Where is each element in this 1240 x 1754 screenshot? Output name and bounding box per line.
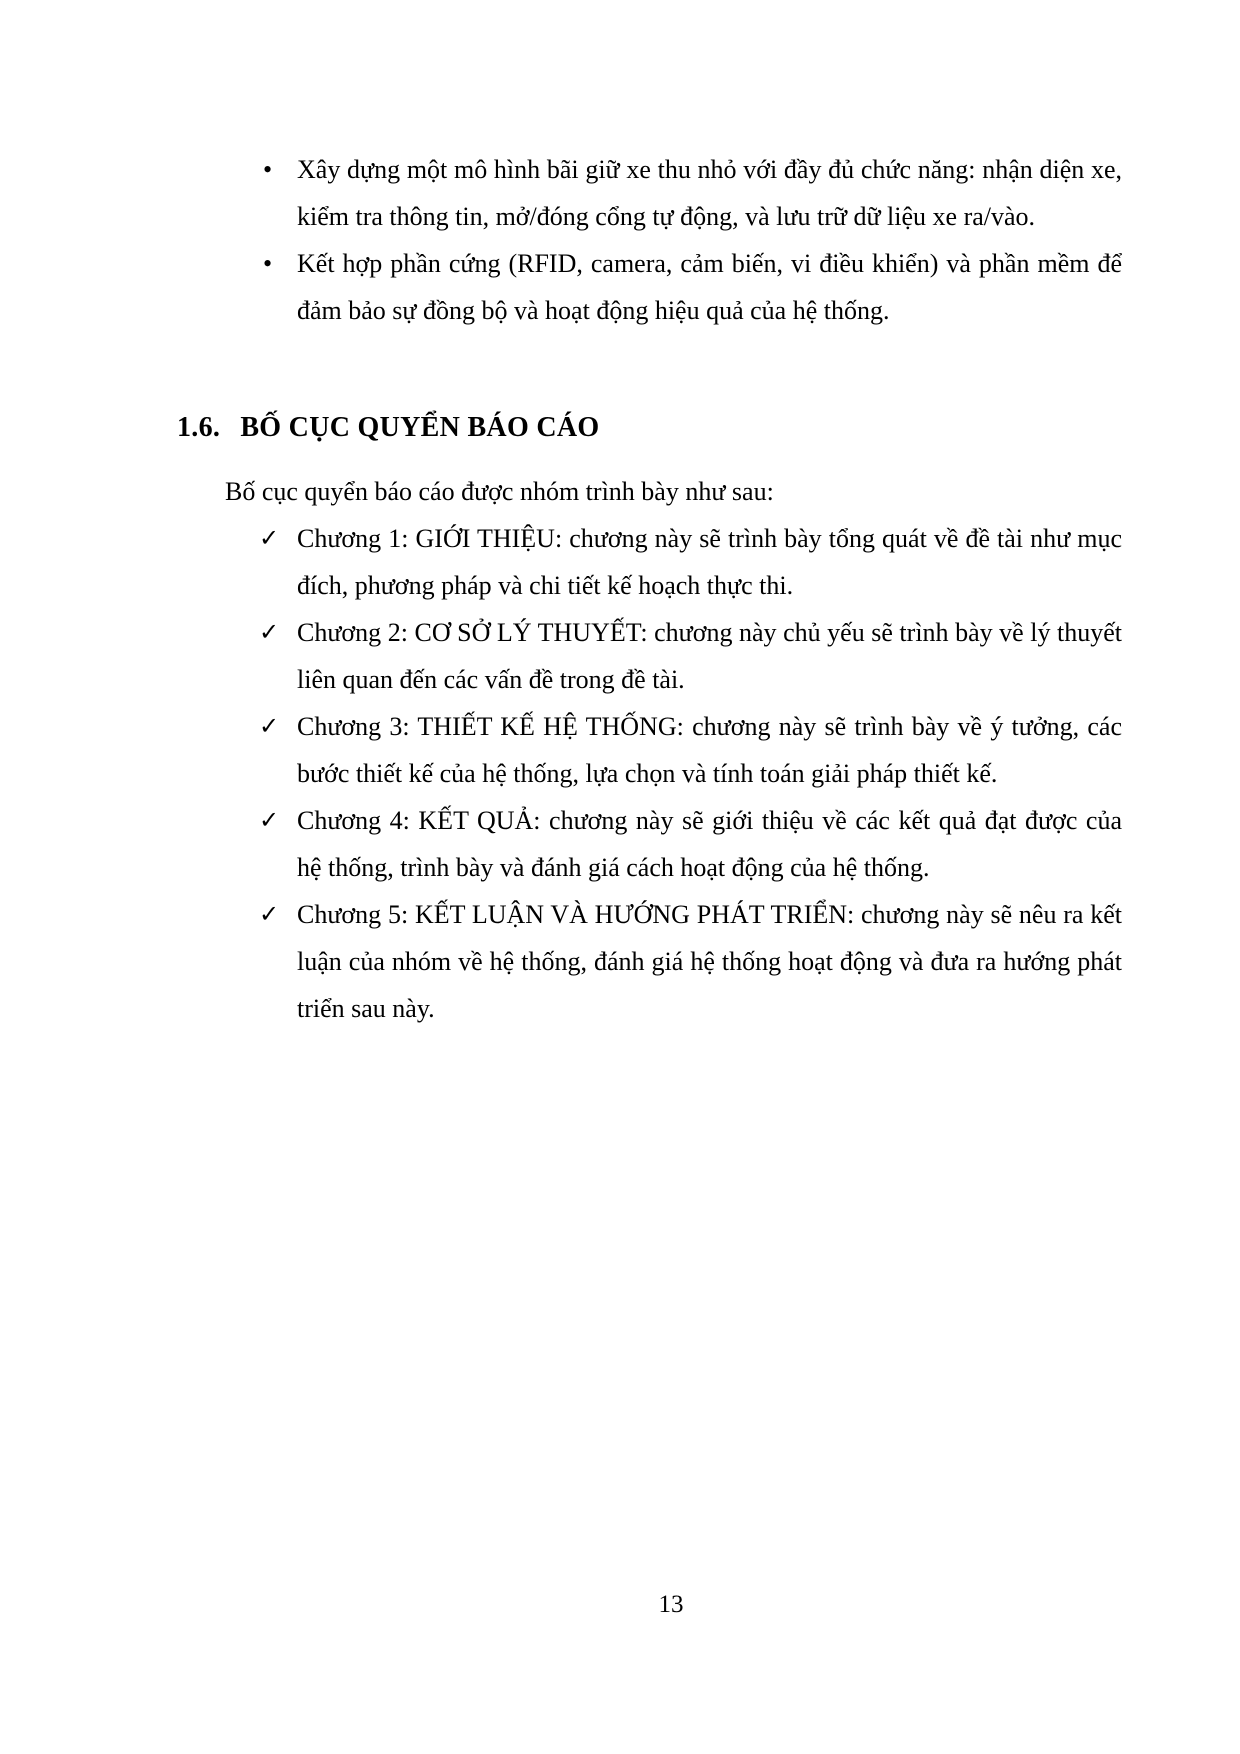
list-item [177, 609, 1122, 703]
bullet-list [177, 146, 1122, 334]
check-icon: ✓ [259, 618, 280, 646]
chapter-text: Chương 5: KẾT LUẬN VÀ HƯỚNG PHÁT TRIỂN: chương này sẽ nêu ra kết luận của nhóm về hệ thống, đánh giá hệ thống hoạt động và đưa ra hướng phát triển sau này. [297, 900, 1122, 1023]
page-number: 13 [658, 1591, 684, 1618]
section-number: 1.6. [177, 412, 221, 443]
list-item [177, 146, 1122, 240]
list-item [177, 515, 1122, 609]
chapter-text: Chương 1: GIỚI THIỆU: chương này sẽ trình bày tổng quát về đề tài như mục đích, phương pháp và chi tiết kế hoạch thực thi. [297, 524, 1122, 600]
section-title: BỐ CỤC QUYỂN BÁO CÁO [240, 412, 600, 443]
bullet-text: Kết hợp phần cứng (RFID, camera, cảm biến, vi điều khiển) và phần mềm để đảm bảo sự đồng bộ và hoạt động hiệu quả của hệ thống. [297, 249, 1122, 325]
list-item [177, 703, 1122, 797]
list-item [177, 891, 1122, 1032]
chapter-text: Chương 3: THIẾT KẾ HỆ THỐNG: chương này sẽ trình bày về ý tưởng, các bước thiết kế của hệ thống, lựa chọn và tính toán giải pháp thiết kế. [297, 712, 1122, 788]
chapter-text: Chương 4: KẾT QUẢ: chương này sẽ giới thiệu về các kết quả đạt được của hệ thống, trình bày và đánh giá cách hoạt động của hệ thống. [297, 806, 1122, 882]
chapter-text: Chương 2: CƠ SỞ LÝ THUYẾT: chương này chủ yếu sẽ trình bày về lý thuyết liên quan đến các vấn đề trong đề tài. [297, 618, 1122, 694]
chapter-list [177, 515, 1122, 1032]
bullet-icon: • [263, 249, 273, 278]
section-intro: Bố cục quyển báo cáo được nhóm trình bày như sau: [225, 477, 774, 506]
check-icon: ✓ [259, 806, 280, 834]
check-icon: ✓ [259, 900, 280, 928]
page-content [177, 0, 1122, 1032]
list-item [177, 797, 1122, 891]
list-item [177, 240, 1122, 334]
section-heading [177, 404, 1122, 451]
check-icon: ✓ [259, 524, 280, 552]
bullet-icon: • [263, 155, 273, 184]
check-icon: ✓ [259, 712, 280, 740]
bullet-text: Xây dựng một mô hình bãi giữ xe thu nhỏ với đầy đủ chức năng: nhận diện xe, kiểm tra thông tin, mở/đóng cổng tự động, và lưu trữ dữ liệu xe ra/vào. [297, 155, 1122, 231]
